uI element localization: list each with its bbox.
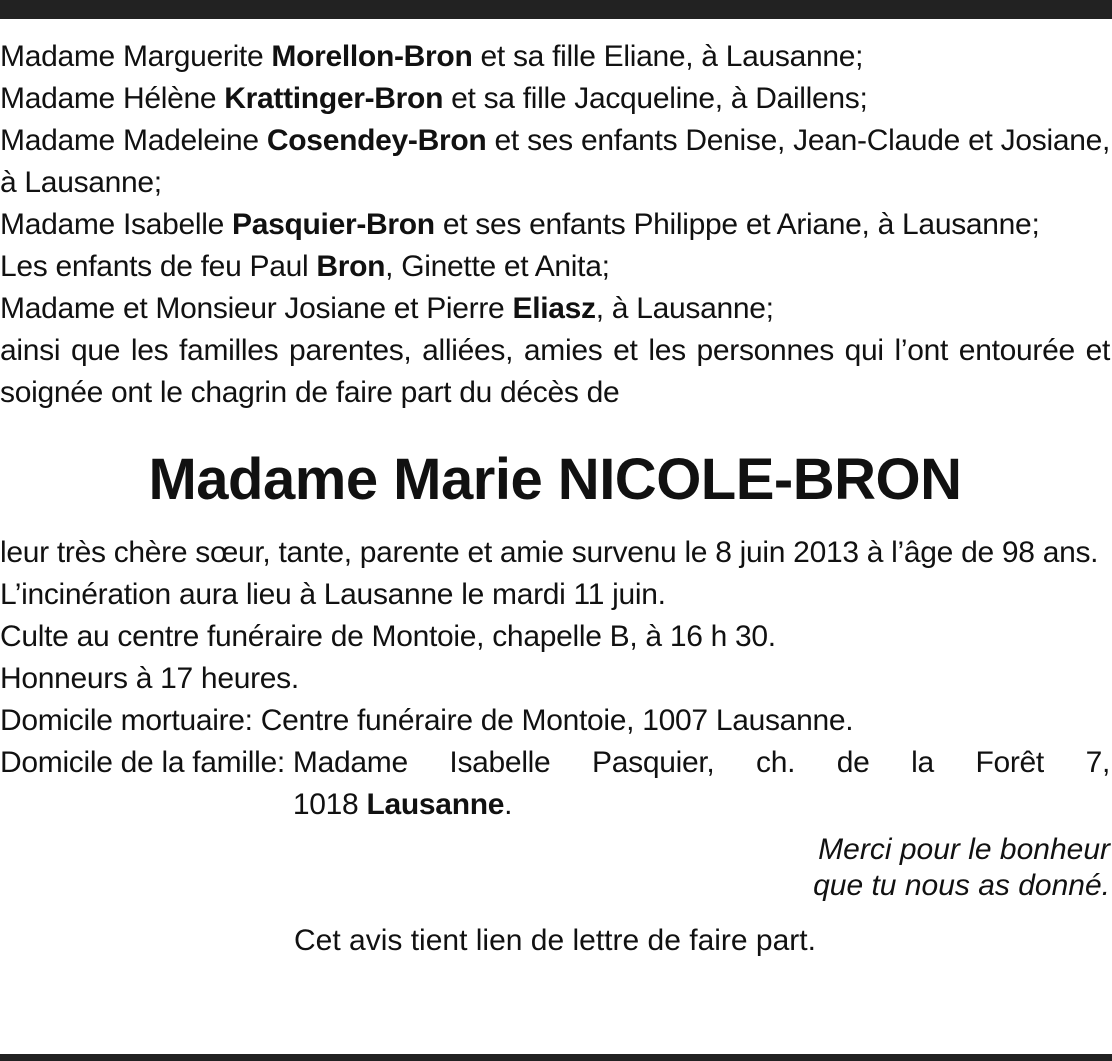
family-line: Madame Madeleine Cosendey-Bron et ses enfants Denise, Jean-Claude et Josiane, à Lausanne; bbox=[0, 124, 1111, 199]
family-line: Madame Isabelle Pasquier-Bron et ses enfants Philippe et Ariane, à Lausanne; bbox=[0, 208, 1040, 241]
bottom-border bbox=[0, 1054, 1112, 1061]
family-surname: Cosendey-Bron bbox=[266, 124, 487, 157]
funeral-details bbox=[0, 532, 1110, 826]
obituary-notice bbox=[0, 36, 1110, 962]
family-closing-line: ainsi que les familles parentes, alliées, amies et les personnes qui l’ont entourée et soignée ont le chagrin de faire part du décès de bbox=[0, 334, 1110, 409]
relationship-line: leur très chère sœur, tante, parente et amie survenu le 8 juin 2013 à l’âge de 98 ans. bbox=[0, 536, 1099, 569]
family-line: Madame Hélène Krattinger-Bron et sa fille Jacqueline, à Daillens; bbox=[0, 82, 868, 115]
service-line: Culte au centre funéraire de Montoie, chapelle B, à 16 h 30. bbox=[0, 620, 776, 653]
closing-statement: Cet avis tient lien de lettre de faire part. bbox=[294, 924, 816, 957]
family-surname: Krattinger-Bron bbox=[224, 82, 444, 115]
family-line: Madame Marguerite Morellon-Bron et sa fille Eliane, à Lausanne; bbox=[0, 40, 864, 73]
family-line: Madame et Monsieur Josiane et Pierre Eliasz, à Lausanne; bbox=[0, 292, 774, 325]
family-surname: Morellon-Bron bbox=[271, 40, 473, 73]
mortuary-address: Domicile mortuaire: Centre funéraire de Montoie, 1007 Lausanne. bbox=[0, 704, 854, 737]
incineration-line: L’incinération aura lieu à Lausanne le mardi 11 juin. bbox=[0, 578, 666, 611]
family-surname: Pasquier-Bron bbox=[232, 208, 435, 241]
honors-line: Honneurs à 17 heures. bbox=[0, 662, 299, 695]
family-address-value: Madame Isabelle Pasquier, ch. de la Forêt 7, 1018 Lausanne. bbox=[292, 746, 1110, 821]
family-address-label: Domicile de la famille: bbox=[0, 746, 293, 779]
family-address bbox=[0, 742, 1110, 826]
family-line: Les enfants de feu Paul Bron, Ginette et Anita; bbox=[0, 250, 610, 283]
family-surname: Bron bbox=[316, 250, 386, 283]
farewell-quote: Merci pour le bonheur que tu nous as donné. bbox=[813, 833, 1110, 902]
family-surname: Eliasz bbox=[512, 292, 596, 325]
deceased-name: Madame Marie NICOLE-BRON bbox=[148, 447, 962, 512]
family-list bbox=[0, 36, 1110, 414]
top-border bbox=[0, 0, 1112, 19]
